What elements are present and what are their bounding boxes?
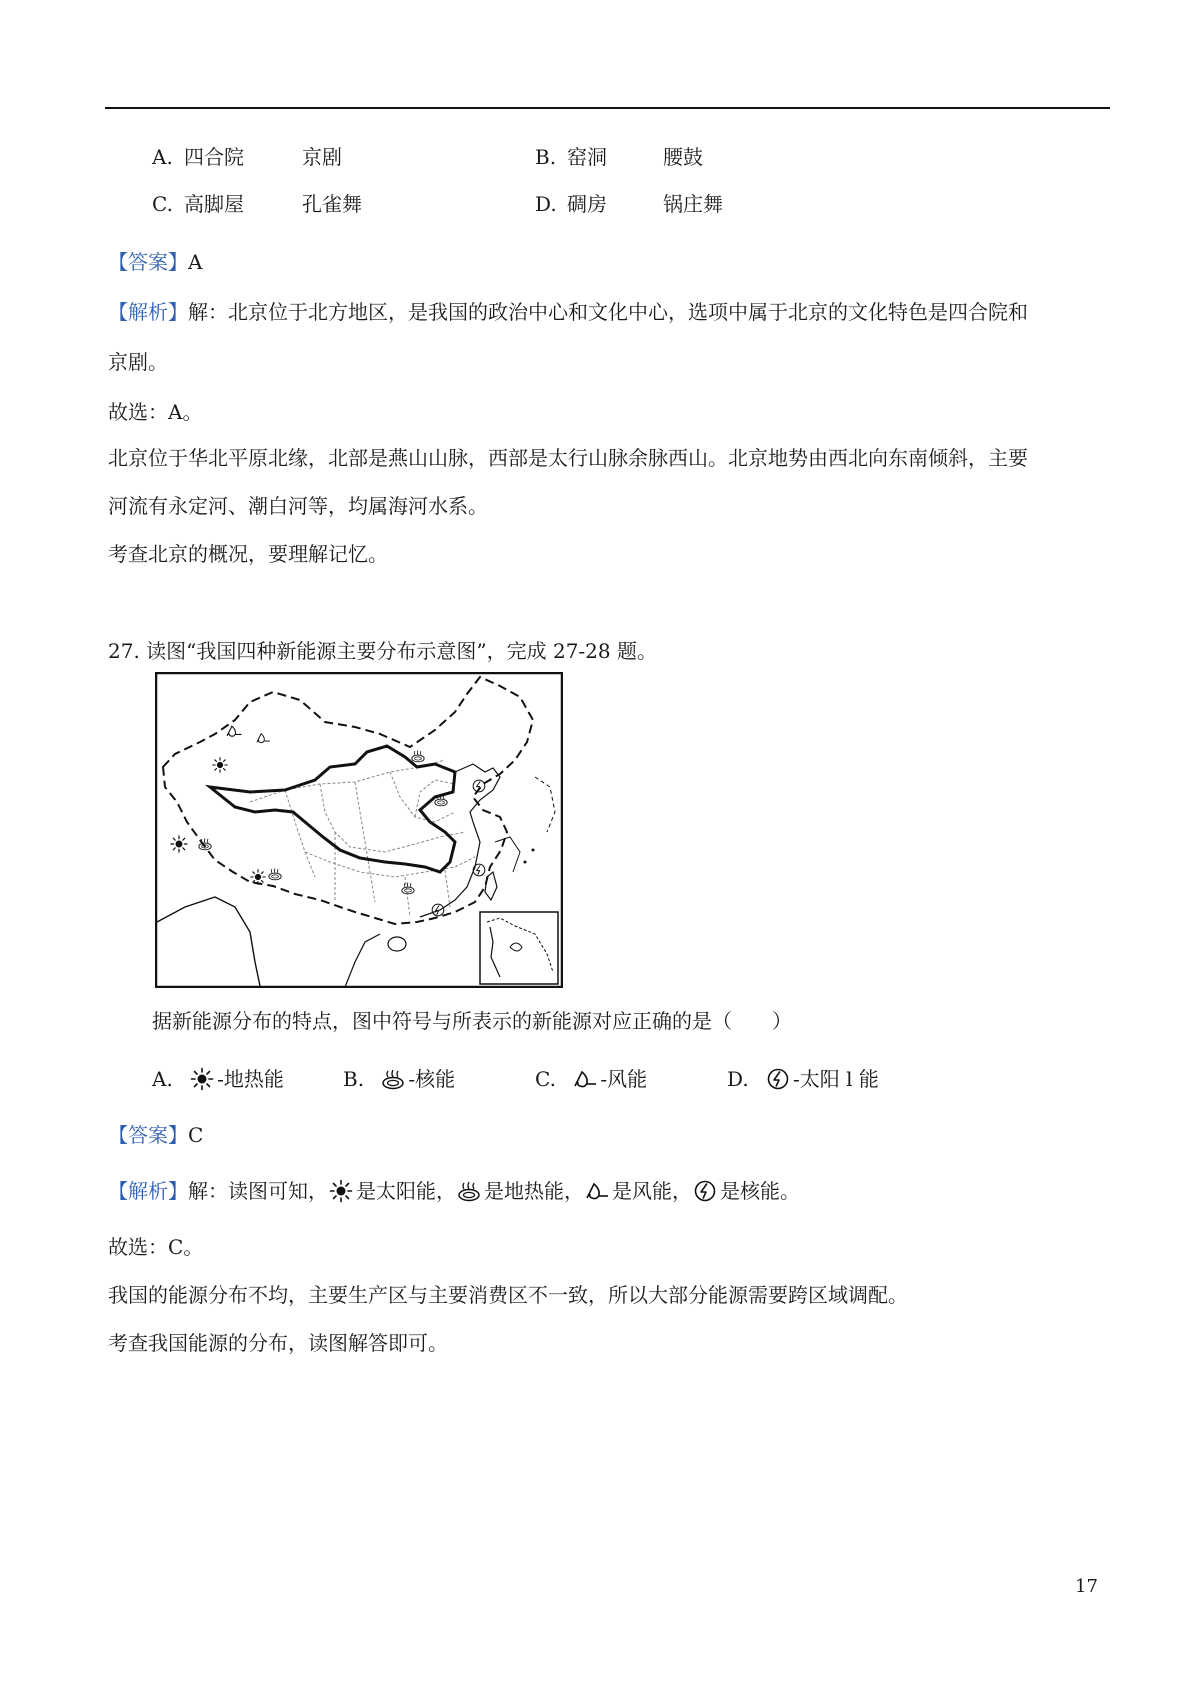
q26-choice: 故选：A。: [108, 400, 203, 424]
option-c-item-2: 孔雀舞: [302, 192, 362, 216]
q27-option-d: [727, 1065, 879, 1093]
option-text: -地热能: [217, 1067, 284, 1091]
china-energy-map: [155, 672, 563, 988]
option-letter: B.: [535, 145, 557, 169]
map-solar-symbol-2: [171, 836, 187, 852]
answer-value: A: [188, 250, 203, 274]
analysis-text: 解：北京位于北方地区，是我国的政治中心和文化中心，选项中属于北京的文化特色是四合院和: [188, 300, 1028, 324]
q26-analysis-line-3: 北京位于华北平原北缘，北部是燕山山脉，西部是太行山脉余脉西山。北京地势由西北向东南倾斜，主要: [108, 446, 1028, 470]
answer-value: C: [188, 1123, 204, 1147]
nuclear-icon: [692, 1179, 718, 1203]
wind-icon: [572, 1067, 598, 1091]
option-d-item-2: 锅庄舞: [663, 192, 723, 216]
option-text: -核能: [408, 1067, 456, 1091]
option-letter: A.: [152, 145, 173, 169]
option-c-item-1: 高脚屋: [184, 192, 244, 216]
q27-option-c: [535, 1065, 647, 1093]
map-solar-symbol-3: [251, 870, 266, 885]
q27-analysis-line-2: 我国的能源分布不均，主要生产区与主要消费区不一致，所以大部分能源需要跨区域调配。: [108, 1283, 908, 1307]
analysis-solar-text: 是太阳能，: [356, 1179, 456, 1203]
option-b-item-2: 腰鼓: [663, 145, 703, 169]
option-a-item-1: 四合院: [184, 145, 244, 169]
geothermal-icon: [380, 1067, 406, 1091]
q27-analysis-line-3: 考查我国能源的分布，读图解答即可。: [108, 1331, 448, 1355]
q26-option-d: [535, 190, 723, 218]
q27-option-a: [152, 1065, 284, 1093]
q26-option-c: [152, 190, 362, 218]
q26-option-a: [152, 143, 342, 171]
option-letter: C.: [535, 1067, 556, 1091]
q26-answer: [108, 248, 202, 276]
answer-tag: 【答案】: [108, 1123, 188, 1147]
q26-analysis-line-2: 京剧。: [108, 350, 168, 374]
q27-option-b: [343, 1065, 455, 1093]
analysis-geothermal-text: 是地热能，: [484, 1179, 584, 1203]
q26-option-b: [535, 143, 703, 171]
option-letter: D.: [727, 1067, 749, 1091]
analysis-wind-text: 是风能，: [612, 1179, 692, 1203]
option-letter: B.: [343, 1067, 365, 1091]
option-letter: D.: [535, 192, 557, 216]
q26-analysis-line-4: 河流有永定河、潮白河等，均属海河水系。: [108, 494, 488, 518]
option-b-item-1: 窑洞: [567, 145, 607, 169]
answer-tag: 【答案】: [108, 250, 188, 274]
sun-icon: [328, 1179, 354, 1203]
q26-analysis-line-5: 考查北京的概况，要理解记忆。: [108, 542, 388, 566]
analysis-nuclear-text: 是核能。: [720, 1179, 800, 1203]
option-d-item-1: 碉房: [567, 192, 607, 216]
nuclear-icon: [765, 1067, 791, 1091]
q27-sub-question: 据新能源分布的特点，图中符号与所表示的新能源对应正确的是（ ）: [152, 1009, 792, 1033]
option-text: -风能: [600, 1067, 648, 1091]
option-letter: A.: [152, 1067, 173, 1091]
q27-analysis-line-1: [108, 1177, 800, 1205]
geothermal-icon: [456, 1179, 482, 1203]
header-rule: [105, 107, 1110, 109]
option-a-item-2: 京剧: [302, 145, 342, 169]
q27-choice: 故选：C。: [108, 1235, 204, 1259]
q26-analysis-line-1: [108, 298, 1028, 326]
option-letter: C.: [152, 192, 173, 216]
analysis-intro: 解：读图可知，: [188, 1179, 328, 1203]
option-text: -太阳 l 能: [793, 1067, 879, 1091]
wind-icon: [584, 1179, 610, 1203]
map-solar-symbol-1: [213, 758, 228, 773]
q27-answer: [108, 1121, 203, 1149]
sun-icon: [189, 1067, 215, 1091]
analysis-tag: 【解析】: [108, 1179, 188, 1203]
analysis-tag: 【解析】: [108, 300, 188, 324]
page-number: 17: [1075, 1576, 1098, 1597]
q27-stem: 27. 读图“我国四种新能源主要分布示意图”，完成 27-28 题。: [108, 639, 657, 663]
